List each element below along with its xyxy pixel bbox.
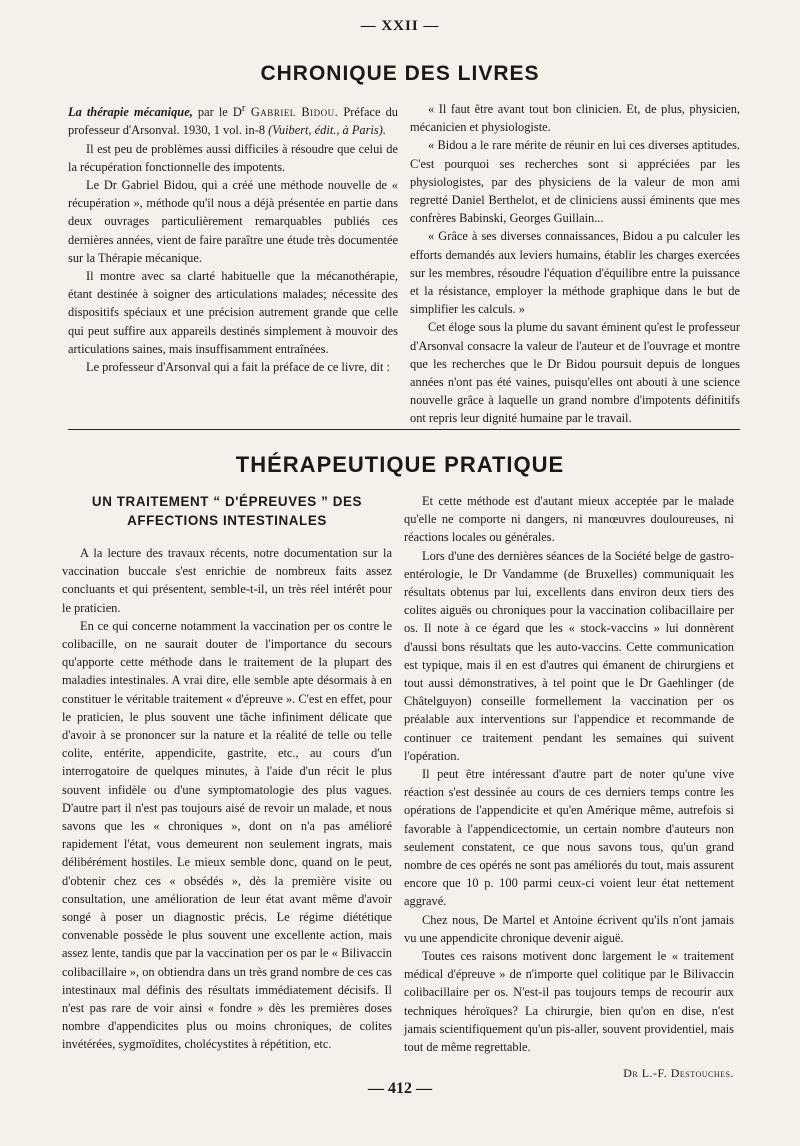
paragraph: Chez nous, De Martel et Antoine écrivent qu'ils n'ont jamais vu une appendicite chronique devenir aiguë. xyxy=(404,912,734,945)
paragraph: A la lecture des travaux récents, notre documentation sur la vaccination buccale s'est enrichie de nombreux faits assez concluants et qui présentent, semble-t-il, un très réel intérêt pour le praticien. xyxy=(62,546,392,615)
chronique-left-column xyxy=(68,100,398,376)
author-signature: Dr L.-F. Destouches. xyxy=(623,1066,734,1081)
book-title: La thérapie mécanique, xyxy=(68,105,193,120)
paragraph: « Bidou a le rare mérite de réunir en lui ces diverses aptitudes. C'est pourquoi ses recherches sont si appréciées par les physiologistes, par des physiciens de la valeur de mon ami regretté Daniel Berthelot, et de cliniciens aussi éminents que mes confrères Babinski, Georges Guillain... xyxy=(410,138,740,226)
therapeutique-left-column xyxy=(62,492,392,1054)
paragraph: Il montre avec sa clarté habituelle que la mécanothérapie, étant destinée à soigner des articulations malades; nécessite des dispositifs spéciaux et une précision autrement grande que celle qui peut suffire aux appareils destinés simplement à mouvoir des articulations saines, mais insuffisamment entraînées. xyxy=(68,268,398,356)
section-divider xyxy=(68,429,740,430)
chronique-right-column xyxy=(410,100,740,428)
book-by: par le D xyxy=(192,105,242,120)
page-folio-bottom: — 412 — xyxy=(368,1080,432,1097)
section-title-therapeutique: THÉRAPEUTIQUE PRATIQUE xyxy=(235,452,565,477)
paragraph: Toutes ces raisons motivent donc largement le « traitement médical d'épreuve » de n'importe quel colitique par le Bilivaccin colibacillaire per os. N'est-il pas toujours temps de recourir aux techniques héroïques? La chirurgie, bien qu'on en dise, n'est jamais scientifiquement qu'un pis-aller, souvent providentiel, mais tout de même regrettable. xyxy=(404,949,734,1055)
paragraph: En ce qui concerne notamment la vaccination per os contre le colibacille, on ne saurait douter de l'importance du secours qu'apporte cette méthode dans le traitement de la plupart des maladies intestinales. A vrai dire, elle semble apte désormais à en constituer le véritable traitement « d'épreuve ». C'est en effet, pour le praticien, le plus souvent une tâche infiniment délicate que d'avoir à se prononcer sur la nature et la réalité de telle ou telle colite, entérite, appendicite, gastrite, etc., au cours d'un interrogatoire de quelques minutes, à l'aide d'un récit le plus souvent infidèle ou d'une symptomatologie des plus vagues. D'autre part il n'est pas toujours aisé de revoir un malade, et nous savons que les « chroniques », dont on n'a pas amélioré rapidement l'état, vous demeurent non seulement ingrats, mais délibérément hostiles. Le mieux semble donc, quand on le peut, d'obtenir chez ces « obsédés », dès la première visite ou consultation, une amélioration de leur état avant même d'avoir songé à poser un diagnostic précis. Le régime diététique convenable possède le plus souvent une excellente action, mais assez lente, tandis que par la vaccination per os par le « Bilivaccin colibacillaire », on obtiendra dans un très grand nombre de ces cas intestinaux mal définis des résultats immédiatement décisifs. Il n'est pas rare de voir ainsi « fondre » dès les premières doses nombre d'appendicites plus ou moins chroniques, de colites invétérées, sygmoïdites, cholécystites à répétition, etc. xyxy=(62,618,392,1052)
book-reference xyxy=(68,100,398,140)
book-by-sup: r xyxy=(241,103,246,114)
article-subtitle xyxy=(62,492,392,530)
article-subtitle-line2: AFFECTIONS INTESTINALES xyxy=(127,513,327,528)
paragraph: Lors d'une des dernières séances de la Société belge de gastro-entérologie, le Dr Vandamme (de Bruxelles) communiquait les résultats obtenus par lui, excellents dans environ deux tiers des colites aiguës ou chroniques pour la vaccination colibacillaire per os. Il note à ce égard que les « stock-vaccins » lui donnèrent d'aussi bons résultats que les auto-vaccins. Cette communication est typique, mais il en est d'autres qui émanent de chirurgiens et tout aussi démonstratives, à tel point que le Dr Gaehlinger (de Châtelguyon) conseille formellement la vaccination per os préalable aux interventions sur l'appendice et recommande de continuer ce traitement pendant les semaines qui suivent l'opération. xyxy=(404,548,734,763)
paragraph: « Il faut être avant tout bon clinicien. Et, de plus, physicien, mécanicien et physiologiste. xyxy=(410,102,740,135)
book-author: Gabriel Bidou. xyxy=(245,105,339,120)
paragraph: Cet éloge sous la plume du savant éminent qu'est le professeur d'Arsonval consacre la valeur de l'auteur et de l'ouvrage et montre que les recherches que le Dr Bidou poursuit depuis de longues années n'ont pas été vaines, puisqu'elles ont abouti à une science nouvelle grâce à laquelle un grand nombre d'impotents définitifs ont repris leur dignité humaine par le travail. xyxy=(410,320,740,426)
paragraph: Le professeur d'Arsonval qui a fait la préface de ce livre, dit : xyxy=(86,359,390,374)
paragraph: Le Dr Gabriel Bidou, qui a créé une méthode nouvelle de « récupération », méthode qu'il nous a déjà présentée en partie dans deux ouvrages particulièrement remarquables publiés ces dernières années, vient de faire paraître une étude très documentée sur la Thérapie mécanique. xyxy=(68,177,398,265)
paragraph: « Grâce à ses diverses connaissances, Bidou a pu calculer les efforts demandés aux leviers humains, établir les charges exercées sur les membres, résoudre l'équation d'équilibre entre la puissance et la résistance, employer la méthode graphique dans le but de simplifier les calculs. » xyxy=(410,229,740,317)
page-folio-top: — XXII — xyxy=(360,18,440,34)
section-title-chronique: CHRONIQUE DES LIVRES xyxy=(260,62,540,85)
article-subtitle-line1: UN TRAITEMENT “ D'ÉPREUVES ” DES xyxy=(91,494,363,509)
book-publisher: (Vuibert, édit., à Paris). xyxy=(268,123,386,138)
paragraph: Il est peu de problèmes aussi difficiles à résoudre que celui de la récupération fonctionnelle des impotents. xyxy=(68,141,398,174)
book-details: Préface du professeur d'Arsonval. 1930, 1 vol. in-8 xyxy=(68,105,398,138)
paragraph: Et cette méthode est d'autant mieux acceptée par le malade qu'elle ne comporte ni dangers, ni manœuvres douloureuses, ni réactions locales ou générales. xyxy=(404,494,734,545)
paragraph: Il peut être intéressant d'autre part de noter qu'une vive réaction s'est dessinée au cours de ces derniers temps contre les opérations de l'appendicite et qu'en Amérique même, autrefois si favorable à l'appendicectomie, un certain nombre d'auteurs non seulement constatent, ce que nous savons tous, qu'un grand nombre de ces opérés ne sont pas améliorés du tout, mais assurent encore que 10 p. 100 parmi ceux-ci voient leur état nettement aggravé. xyxy=(404,767,734,909)
therapeutique-right-column xyxy=(404,492,734,1083)
